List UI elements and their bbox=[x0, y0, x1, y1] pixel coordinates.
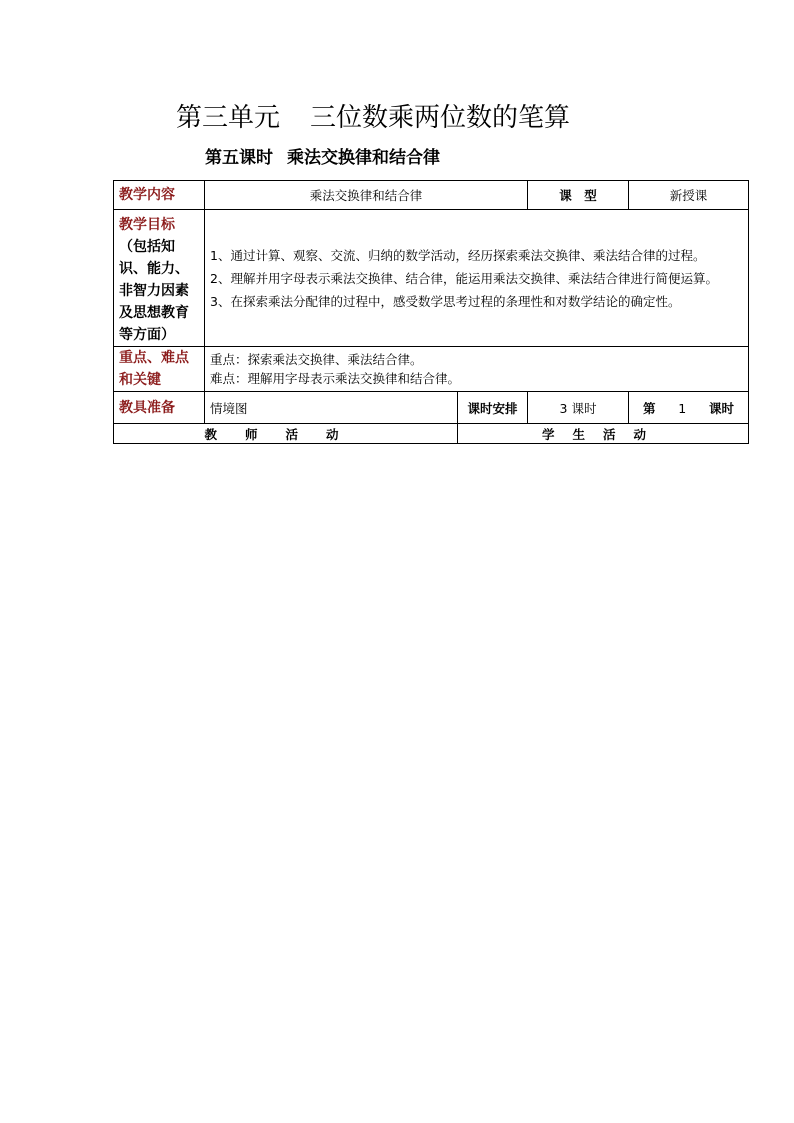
period-cell bbox=[629, 392, 749, 424]
lesson-title-topic: 乘法交换律和结合律 bbox=[287, 148, 440, 168]
content-label: 教学内容 bbox=[114, 181, 205, 210]
schedule-value: 3 课时 bbox=[528, 392, 629, 424]
row-activities bbox=[114, 424, 749, 444]
goals-label-cell bbox=[114, 210, 205, 347]
content-value: 乘法交换律和结合律 bbox=[205, 181, 528, 210]
type-label: 课 型 bbox=[528, 181, 629, 210]
teacher-activity-header: 教师活动 bbox=[114, 424, 458, 444]
goals-sublabel: （包括知识、能力、非智力因素及思想教育等方面） bbox=[119, 239, 189, 343]
period-suffix: 课时 bbox=[708, 400, 734, 416]
lesson-title bbox=[205, 146, 440, 170]
row-goals bbox=[114, 210, 749, 347]
period-prefix: 第 bbox=[643, 400, 656, 416]
key-point-item: 难点：理解用字母表示乘法交换律和结合律。 bbox=[210, 371, 461, 386]
row-tools bbox=[114, 392, 749, 424]
unit-title bbox=[176, 100, 636, 136]
type-value: 新授课 bbox=[629, 181, 749, 210]
unit-title-number: 第三单元 bbox=[176, 103, 281, 133]
student-activity-header: 学生活动 bbox=[458, 424, 749, 444]
schedule-label: 课时安排 bbox=[458, 392, 528, 424]
key-content bbox=[205, 347, 749, 392]
goal-item: 3、在探索乘法分配律的过程中，感受数学思考过程的条理性和对数学结论的确定性。 bbox=[210, 293, 681, 309]
tools-label: 教具准备 bbox=[114, 392, 205, 424]
goal-item: 1、通过计算、观察、交流、归纳的数学活动，经历探索乘法交换律、乘法结合律的过程。 bbox=[210, 247, 706, 263]
unit-title-topic: 三位数乘两位数的笔算 bbox=[310, 103, 571, 133]
row-key-points bbox=[114, 347, 749, 392]
lesson-plan-table bbox=[113, 180, 749, 444]
goals-label: 教学目标 bbox=[119, 217, 175, 233]
goal-item: 2、理解并用字母表示乘法交换律、结合律，能运用乘法交换律、乘法结合律进行简便运算。 bbox=[210, 270, 718, 286]
period-number: 1 bbox=[678, 400, 687, 416]
key-label: 重点、难点和关键 bbox=[114, 347, 205, 392]
tools-value: 情境图 bbox=[205, 392, 458, 424]
key-point-item: 重点：探索乘法交换律、乘法结合律。 bbox=[210, 352, 423, 367]
lesson-title-number: 第五课时 bbox=[205, 148, 273, 168]
goals-content bbox=[205, 210, 749, 347]
row-content bbox=[114, 181, 749, 210]
